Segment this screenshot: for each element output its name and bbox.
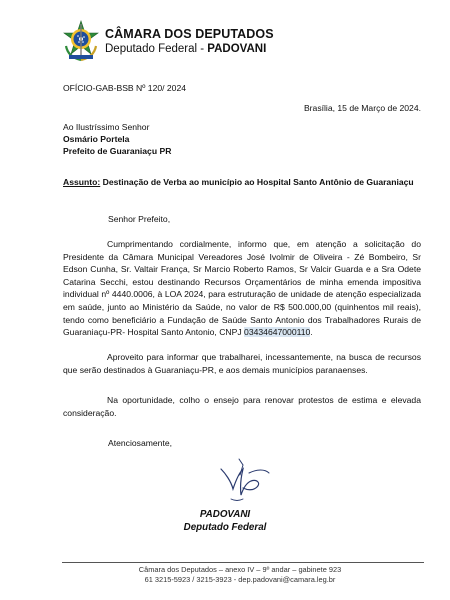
coat-of-arms-emblem [60, 20, 102, 62]
handwritten-signature [213, 455, 273, 507]
subject-label: Assunto: [63, 177, 101, 187]
document-reference: OFÍCIO-GAB-BSB Nº 120/ 2024 [63, 83, 187, 93]
footer-address: Câmara dos Deputados – anexo IV – 9º andar – gabinete 923 [138, 565, 342, 574]
cnpj-number: 03434647000110 [244, 327, 311, 338]
signer-title: Deputado Federal [183, 522, 267, 533]
institution-title: CÂMARA DOS DEPUTADOS [105, 27, 274, 41]
paragraph-main-text: Cumprimentando cordialmente, informo que, em atenção a solicitação do Presidente da Câmara Municipal Vereadores José Ivolmir de Oliveira - Zé Bombeiro, Sr Edson Cunha, Sr. Valtair França, Sr Marcio Roberto Ramos, Sr Valcir Guarda e a Sra Odete Catarina Secchi, estou destinando Recursos Orçamentários de minha emenda impositiva individual nº 4440.0006, à LOA 2024, para estruturação de unidade de atenção especializada em saúde, junto ao Ministério da Saúde, no valor de R$ 500.000,00 (quinhentos mil reais), tendo como beneficiário a Fundação de Saúde Santo Antonio dos Trabalhadores Rurais de Guaraniaçu-PR- Hospital Santo Antonio, CNPJ [63, 239, 421, 338]
addressee-name: Osmário Portela [63, 134, 130, 144]
deputy-subtitle-prefix: Deputado Federal - [105, 43, 208, 55]
deputy-name-header: PADOVANI [207, 43, 267, 55]
paragraph-closing: Na oportunidade, colho o ensejo para renovar protestos de estima e elevada consideração. [63, 395, 421, 418]
footer-divider [62, 562, 424, 563]
paragraph-main [63, 238, 421, 339]
subject-text: Destinação de Verba ao município ao Hospital Santo Antônio de Guaraniaçu [100, 177, 414, 187]
subject-line [63, 176, 414, 189]
date-line: Brasília, 15 de Março de 2024. [303, 103, 421, 113]
salutation: Senhor Prefeito, [108, 214, 171, 224]
paragraph-resources: Aproveito para informar que trabalharei, incessantemente, na busca de recursos que serão destinados à Guaraniaçu-PR, e aos demais municípios paranaenses. [63, 352, 421, 375]
paragraph-main-end: . [310, 327, 313, 338]
footer-contact: 61 3215-5923 / 3215-3923 - dep.padovani@camara.leg.br [144, 575, 336, 584]
closing-salutation: Atenciosamente, [108, 438, 173, 448]
deputy-subtitle [105, 43, 266, 55]
signer-name: PADOVANI [199, 509, 251, 520]
addressee-title: Prefeito de Guaraniaçu PR [63, 146, 172, 156]
addressee-greeting: Ao Ilustríssimo Senhor [63, 122, 150, 132]
